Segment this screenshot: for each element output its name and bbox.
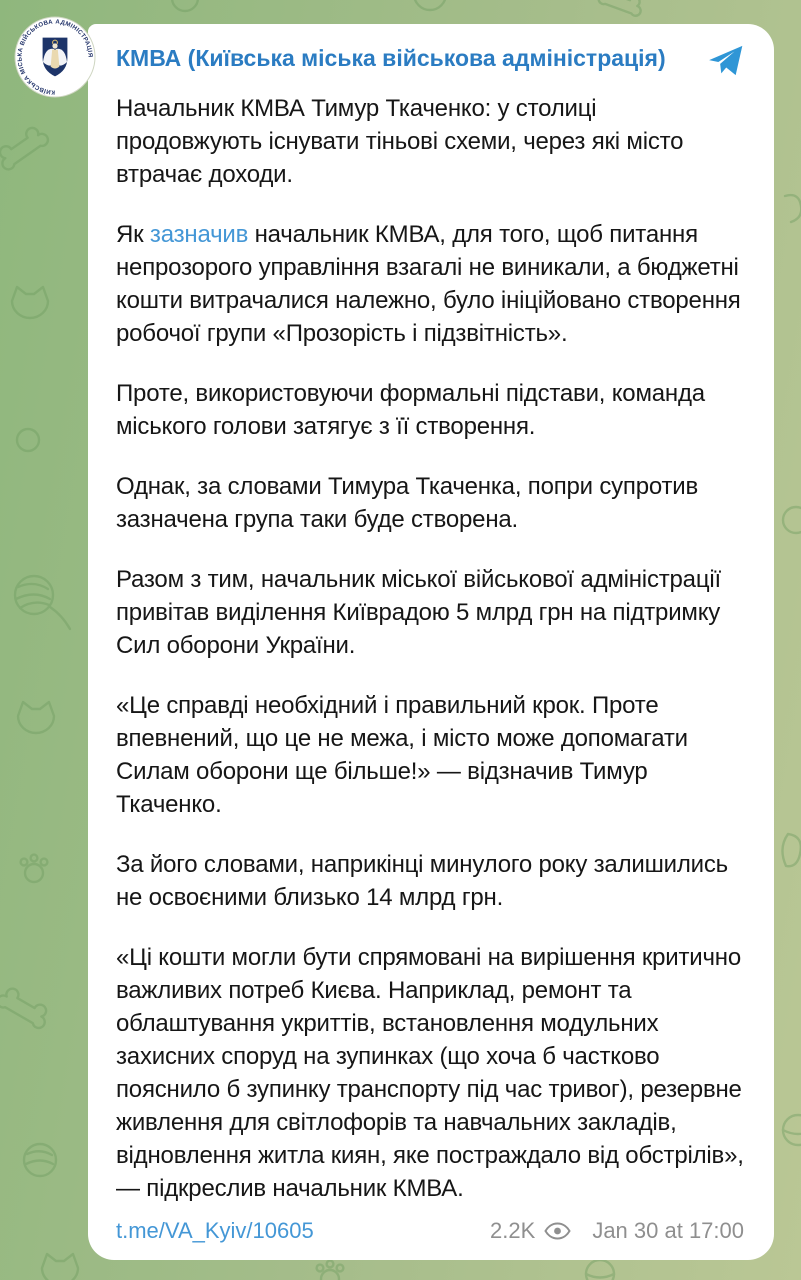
views-count: 2.2K: [490, 1218, 536, 1243]
message-meta: [490, 1218, 744, 1244]
paragraph-text: начальник КМВА, для того, щоб питання непрозорого управління взагалі не виникали, а бюджетні кошти витрачалися належно, було ініційовано створення робочої групи «Прозорість і підзвітність».: [116, 221, 741, 347]
doodle-bone-icon: [0, 123, 50, 172]
avatar-ring-text: КИЇВСЬКА МІСЬКА ВІЙСЬКОВА АДМІНІСТРАЦІЯ: [16, 18, 94, 96]
inline-link[interactable]: зазначив: [149, 221, 249, 248]
paragraph-text: Як: [116, 221, 150, 248]
doodle-cat-icon: [12, 287, 48, 318]
doodle-ring-icon: [17, 429, 39, 451]
message-paragraph: «Ці кошти могли бути спрямовані на вирішення критично важливих потреб Києва. Наприклад, ремонт та облаштування укриттів, встановлення модульних захисних споруд на зупинках (що хоча б частково пояснило б зупинку транспорту під час тривог), резервне живлення для світлофорів та навчальних закладів, відновлення житла киян, яке постраждало від обстрілів», — підкреслив начальник КМВА.: [116, 944, 744, 1202]
message-paragraph: [116, 218, 744, 350]
message-paragraph: Однак, за словами Тимура Ткаченка, попри супротив зазначена група таки буде створена.: [116, 473, 699, 533]
eye-icon: [544, 1222, 571, 1240]
timestamp: Jan 30 at 17:00: [592, 1218, 744, 1243]
message-paragraph: Проте, використовуючи формальні підстави, команда міського голови затягує з її створення.: [116, 380, 705, 440]
doodle-ball-icon: [586, 1260, 614, 1280]
doodle-ring-icon: [783, 507, 801, 533]
doodle-swirl-icon: [785, 195, 801, 222]
doodle-bone-icon: [0, 984, 52, 1030]
message-paragraph: Начальник КМВА Тимур Ткаченко: у столиці продовжують існувати тіньові схеми, через які місто втрачає доходи.: [116, 95, 684, 188]
doodle-leaf-icon: [782, 834, 800, 866]
doodle-ball-icon: [783, 1115, 801, 1145]
post-link[interactable]: t.me/VA_Kyiv/10605: [116, 1218, 314, 1243]
channel-avatar[interactable]: [14, 16, 96, 98]
message-bubble: [88, 24, 774, 1260]
message-paragraph: «Це справді необхідний і правильний крок. Проте впевнений, що це не межа, і місто може допомагати Силам оборони ще більше!» — відзначив Тимур Ткаченко.: [116, 692, 688, 818]
message-paragraph: За його словами, наприкінці минулого року залишились не освоєними близько 14 млрд грн.: [116, 851, 728, 911]
channel-name[interactable]: КМВА (Київська міська військова адміністрація): [116, 45, 666, 71]
doodle-cat-icon: [42, 1254, 78, 1280]
doodle-paw-icon: [21, 855, 48, 882]
doodle-ring-icon: [172, 0, 198, 11]
doodle-yarn-icon: [15, 576, 70, 629]
doodle-bone-icon: [597, 0, 645, 17]
message-body: [116, 92, 744, 1205]
doodle-paw-icon: [317, 1261, 344, 1280]
message-footer: [116, 1208, 744, 1244]
doodle-yarn-icon: [24, 1144, 56, 1176]
doodle-cat-icon: [18, 702, 54, 733]
message-header: [116, 42, 744, 78]
doodle-ball-icon: [414, 0, 446, 10]
message-paragraph: Разом з тим, начальник міської військової адміністрації привітав виділення Київрадою 5 млрд грн на підтримку Сил оборони України.: [116, 566, 721, 659]
telegram-plane-icon[interactable]: [708, 44, 744, 78]
